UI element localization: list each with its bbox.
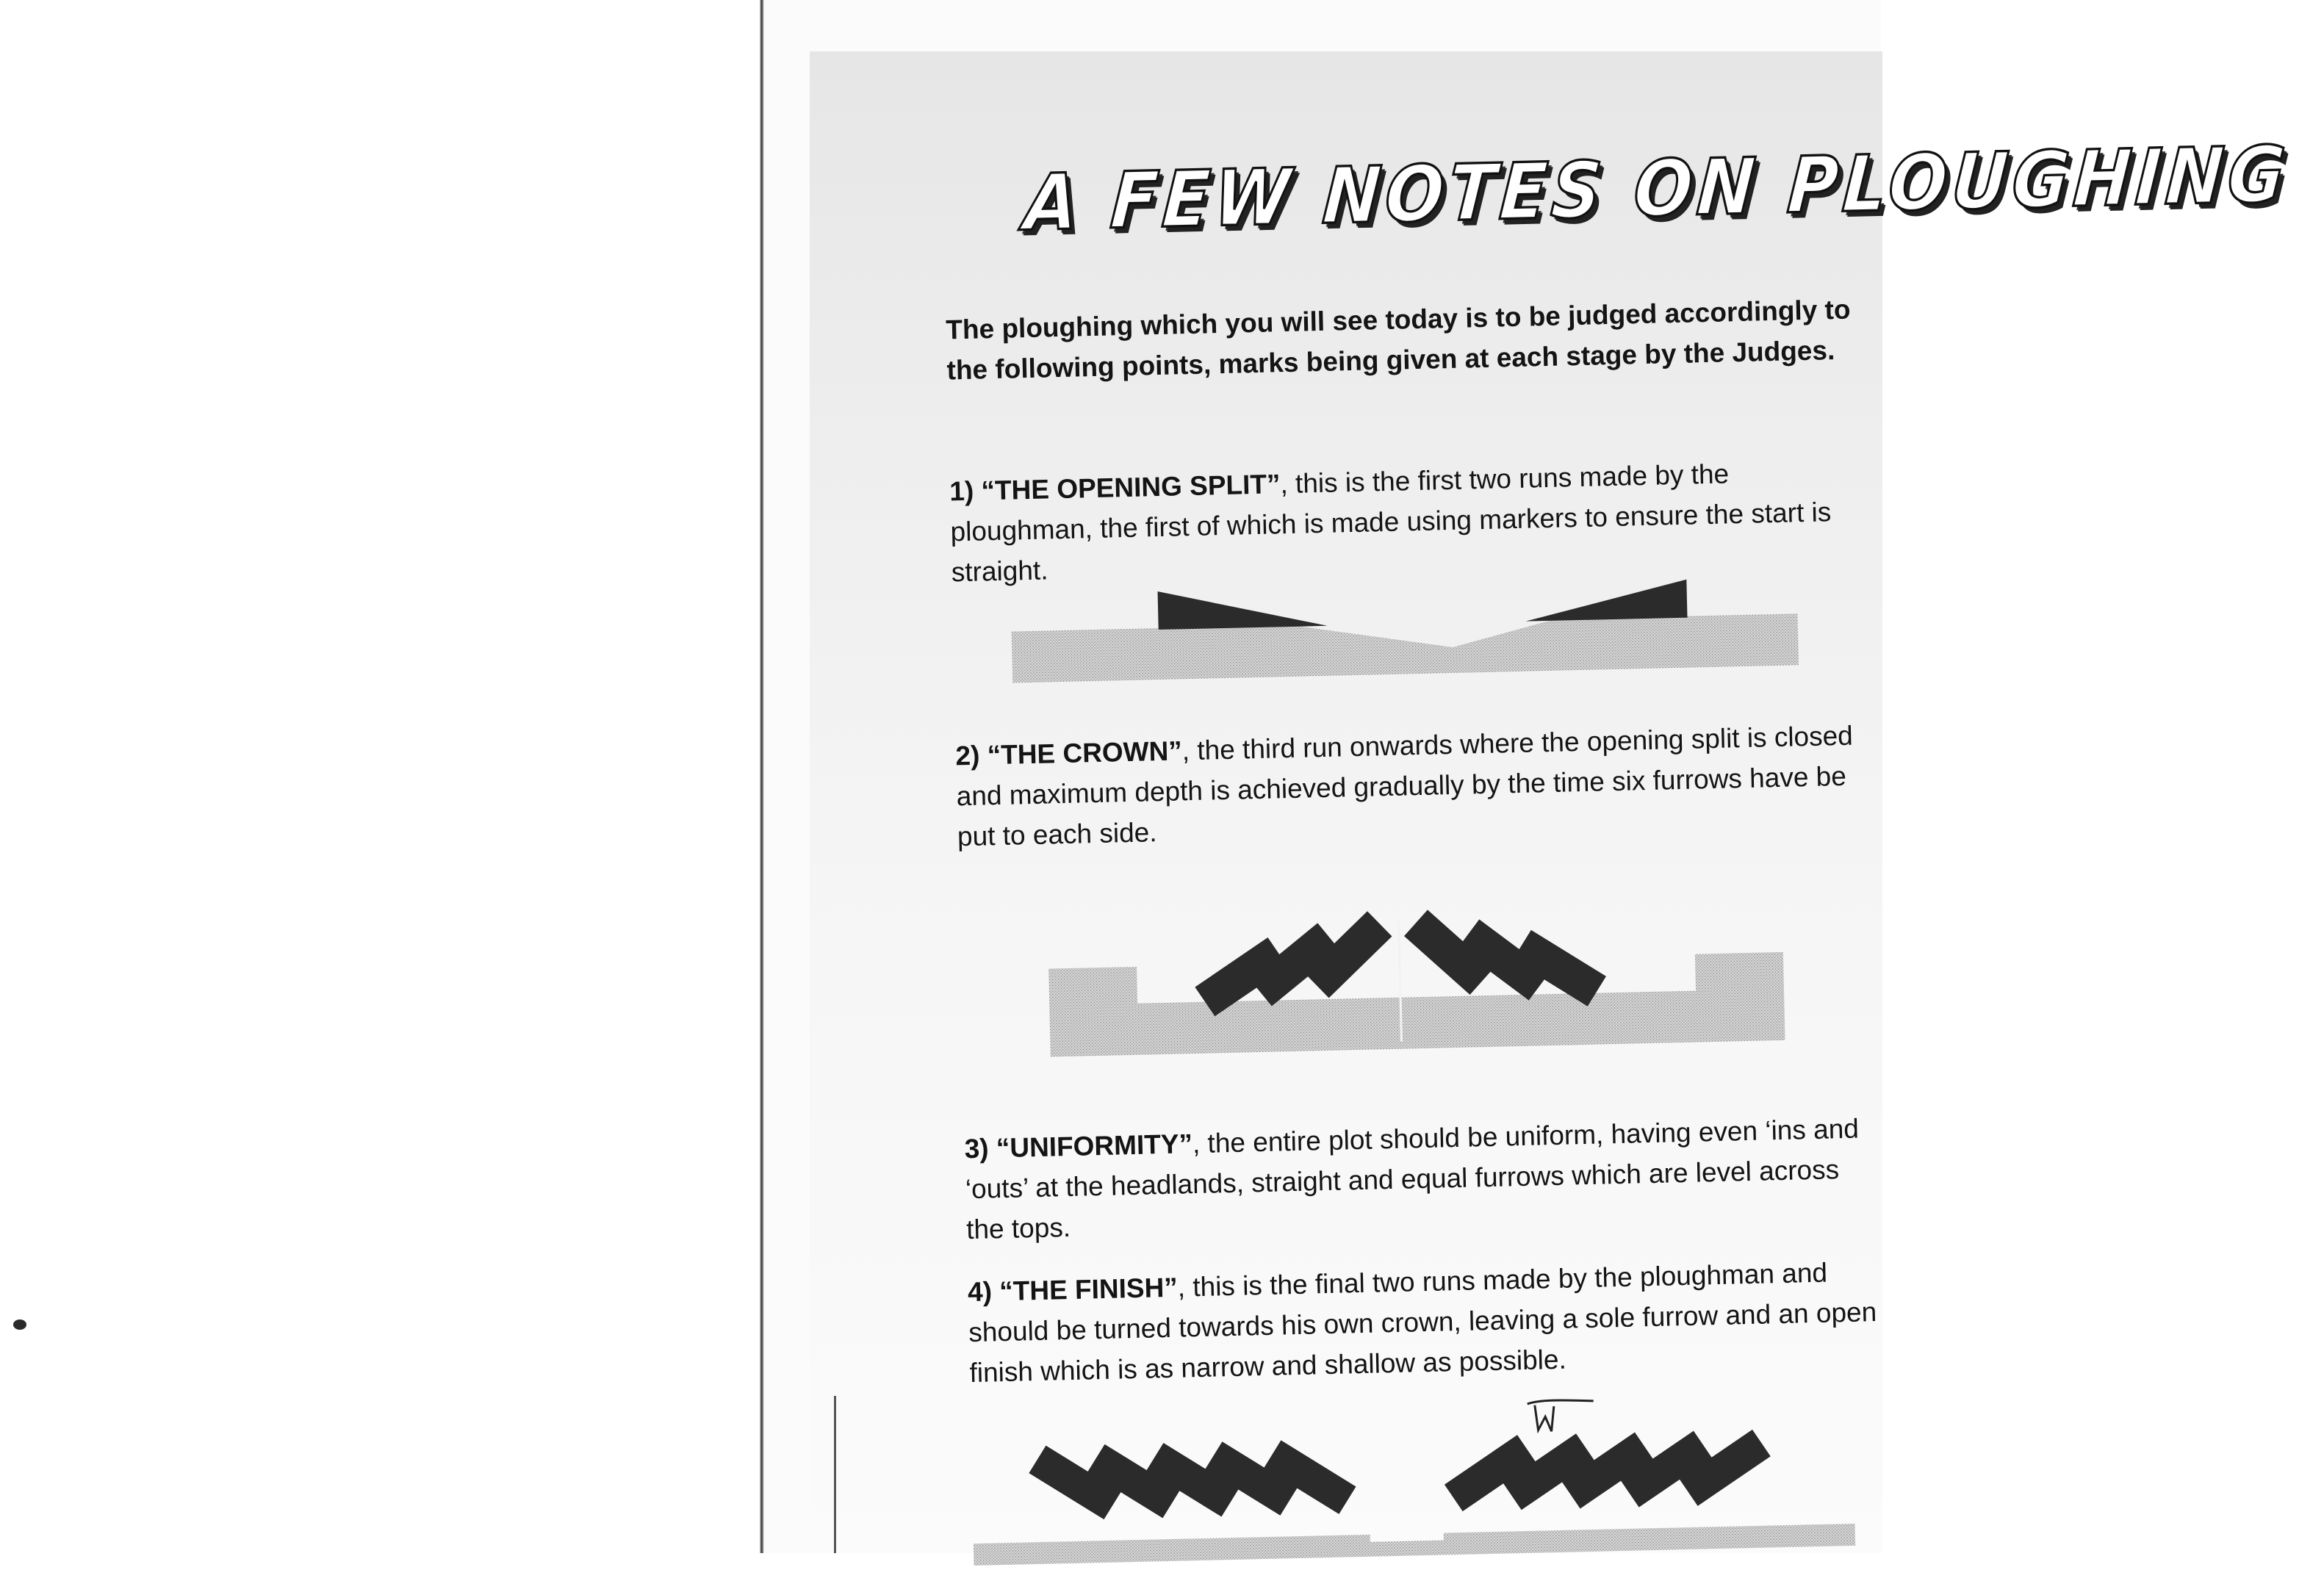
point-crown (955, 715, 1868, 857)
furrow-slice-right (1525, 580, 1687, 622)
point-text: , the third run onwards where the opening split is closed and maximum depth is achieved gradually by the time six furrows have be put to each side. (956, 720, 1854, 852)
crown-diagram (1048, 901, 1785, 1065)
soil-ground (1048, 952, 1785, 1057)
intro-paragraph: The ploughing which you will see today is to be judged accordingly to the following points, marks being given at each stage by the Judges. (945, 294, 1851, 386)
point-text: , the entire plot should be uniform, having even ‘ins and ‘outs’ at the headlands, straight and equal furrows which are level across the tops. (965, 1113, 1860, 1245)
point-heading: 2) “THE CROWN” (955, 735, 1183, 771)
soil-ground (974, 1524, 1855, 1566)
left-blank-page (0, 0, 761, 1553)
point-heading: 4) “THE FINISH” (967, 1272, 1179, 1308)
finish-diagram (971, 1414, 1855, 1566)
point-heading: 1) “THE OPENING SPLIT” (949, 469, 1281, 507)
point-text: , this is the first two runs made by the ploughman, the first of which is made using markers to ensure the start is straight. (950, 458, 1832, 588)
right-page (764, 0, 2292, 1553)
opening-split-diagram (1010, 569, 1799, 697)
point-finish (967, 1251, 1880, 1393)
page-content (748, 0, 2292, 1566)
page-title: A FEW NOTES ON PLOUGHING (1021, 130, 2292, 249)
point-heading: 3) “UNIFORMITY” (964, 1128, 1193, 1164)
point-text: , this is the final two runs made by the ploughman and should be turned towards his own crown, leaving a sole furrow and an open finish which is as narrow and shallow as possible. (968, 1257, 1877, 1389)
soil-ground (1012, 613, 1799, 683)
furrow-slice-left (1158, 588, 1328, 630)
point-uniformity (964, 1108, 1877, 1250)
ink-spot (13, 1319, 26, 1330)
